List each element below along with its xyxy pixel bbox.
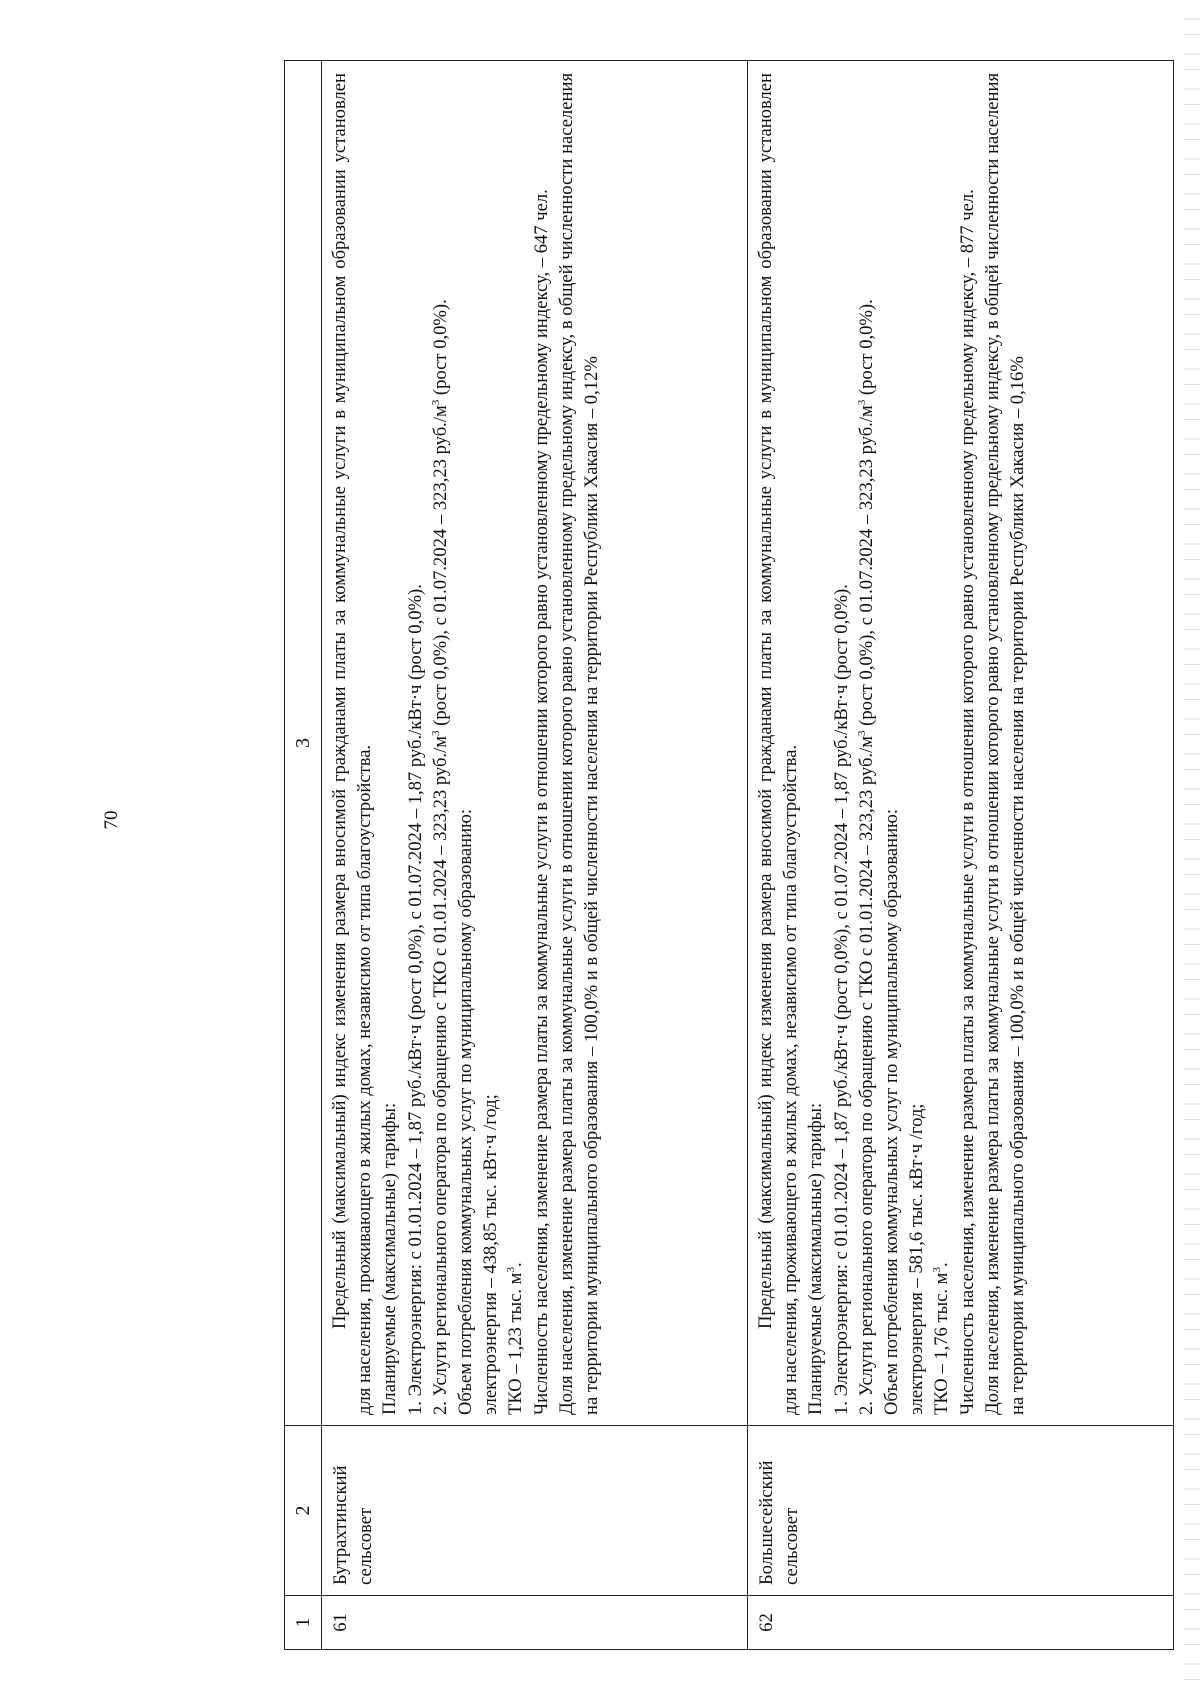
row-description — [748, 61, 1174, 1426]
population-count: Численность населения, изменение размера платы за коммунальные услуги в отношении которого равно установленному предельному индексу, – 647 чел. — [530, 189, 552, 1415]
intro-paragraph: Предельный (максимальный) индекс изменения размера вносимой гражданами платы за коммунальные услуги в муниципальном образовании установлен для населения, проживающего в жилых домах, независимо от типа благоустройства. — [755, 73, 802, 1415]
row-number: 61 — [322, 1596, 748, 1650]
population-count: Численность населения, изменение размера платы за коммунальные услуги в отношении которого равно установленному предельному индексу, – 877 чел. — [956, 189, 978, 1415]
tariffs-heading: Планируемые (максимальные) тарифы: — [379, 1102, 401, 1415]
tariff-table — [284, 60, 1174, 1650]
population-share: Доля населения, изменение размера платы за коммунальные услуги в отношении которого равно установленному предельному индексу, в общей численности населения на территории муниципального образования – 100,0% и в общей численности населения на территории Республики Хакасия – 0,12% — [555, 73, 603, 1415]
rotated-table-sheet — [284, 60, 1174, 1650]
consumption-heading: Объем потребления коммунальных услуг по муниципальному образованию: — [455, 808, 477, 1415]
waste-volume: ТКО – 1,76 тыс. $м^3$. — [931, 1262, 953, 1415]
table-row — [748, 61, 1174, 1650]
consumption-heading: Объем потребления коммунальных услуг по муниципальному образованию: — [881, 808, 903, 1415]
row-number: 62 — [748, 1596, 1174, 1650]
header-col-3: 3 — [285, 61, 322, 1426]
header-col-2: 2 — [285, 1426, 322, 1596]
municipality-name: Большесейский сельсовет — [748, 1426, 1174, 1596]
electricity-volume: электроэнергия – 581,6 тыс. кВт·ч /год; — [906, 1103, 928, 1415]
waste-tariff: 2. Услуги регионального оператора по обращению с ТКО с 01.01.2024 – 323,23 $руб./м^3$ (рост 0,0%), с 01.07.2024 – 323,23 $руб./м^3$ (рост 0,0%). — [855, 299, 877, 1415]
electricity-tariff: 1. Электроэнергия: с 01.01.2024 – 1,87 руб./кВт·ч (рост 0,0%), с 01.07.2024 – 1,87 руб./кВт·ч (рост 0,0%). — [830, 584, 852, 1415]
municipality-name: Бутрахтинский сельсовет — [322, 1426, 748, 1596]
table-header-row — [285, 61, 322, 1650]
electricity-tariff: 1. Электроэнергия: с 01.01.2024 – 1,87 руб./кВт·ч (рост 0,0%), с 01.07.2024 – 1,87 руб./кВт·ч (рост 0,0%). — [404, 584, 426, 1415]
header-col-1: 1 — [285, 1596, 322, 1650]
row-description — [322, 61, 748, 1426]
waste-volume: ТКО – 1,23 тыс. $м^3$. — [505, 1262, 527, 1415]
tariffs-heading: Планируемые (максимальные) тарифы: — [805, 1102, 827, 1415]
waste-tariff: 2. Услуги регионального оператора по обращению с ТКО с 01.01.2024 – 323,23 $руб./м^3$ (рост 0,0%), с 01.07.2024 – 323,23 $руб./м^3$ (рост 0,0%). — [429, 299, 451, 1415]
scan-edge-artifact — [1184, 0, 1200, 1698]
intro-paragraph: Предельный (максимальный) индекс изменения размера вносимой гражданами платы за коммунальные услуги в муниципальном образовании установлен для населения, проживающего в жилых домах, независимо от типа благоустройства. — [329, 73, 376, 1415]
electricity-volume: электроэнергия – 438,85 тыс. кВт·ч /год; — [480, 1094, 502, 1415]
population-share: Доля населения, изменение размера платы за коммунальные услуги в отношении которого равно установленному предельному индексу, в общей численности населения на территории муниципального образования – 100,0% и в общей численности населения на территории Республики Хакасия – 0,16% — [981, 73, 1029, 1415]
page-number: 70 — [101, 810, 122, 830]
table-row — [322, 61, 748, 1650]
